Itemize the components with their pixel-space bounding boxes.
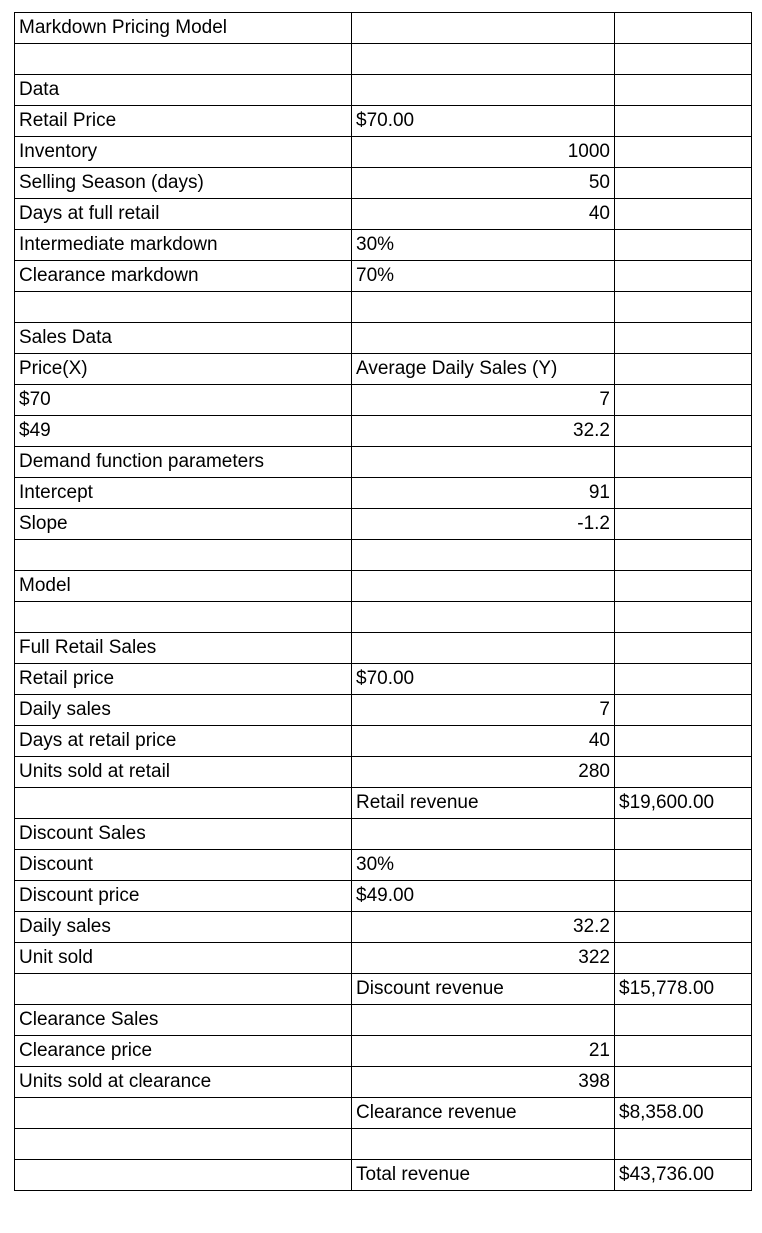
cell-r20-c1[interactable] xyxy=(15,602,352,633)
cell-r30-c1[interactable]: Daily sales xyxy=(15,912,352,943)
cell-r30-c3[interactable] xyxy=(615,912,752,943)
cell-r35-c3[interactable] xyxy=(615,1067,752,1098)
table-row xyxy=(15,354,752,385)
cell-r30-c2[interactable]: 32.2 xyxy=(352,912,615,943)
table-row xyxy=(15,633,752,664)
cell-r11-c1[interactable]: Sales Data xyxy=(15,323,352,354)
cell-r7-c1[interactable]: Days at full retail xyxy=(15,199,352,230)
cell-r12-c2[interactable]: Average Daily Sales (Y) xyxy=(352,354,615,385)
cell-r10-c1[interactable] xyxy=(15,292,352,323)
table-row xyxy=(15,571,752,602)
cell-r24-c1[interactable]: Days at retail price xyxy=(15,726,352,757)
table-row xyxy=(15,850,752,881)
cell-r17-c3[interactable] xyxy=(615,509,752,540)
cell-r16-c1[interactable]: Intercept xyxy=(15,478,352,509)
cell-r38-c1[interactable] xyxy=(15,1160,352,1191)
cell-r17-c2[interactable]: -1.2 xyxy=(352,509,615,540)
table-row xyxy=(15,757,752,788)
cell-r28-c2[interactable]: 30% xyxy=(352,850,615,881)
cell-r20-c3[interactable] xyxy=(615,602,752,633)
cell-r21-c3[interactable] xyxy=(615,633,752,664)
table-row xyxy=(15,1129,752,1160)
cell-r33-c3[interactable] xyxy=(615,1005,752,1036)
cell-r28-c3[interactable] xyxy=(615,850,752,881)
cell-r4-c2[interactable]: $70.00 xyxy=(352,106,615,137)
cell-r11-c3[interactable] xyxy=(615,323,752,354)
cell-r9-c2[interactable]: 70% xyxy=(352,261,615,292)
cell-r15-c3[interactable] xyxy=(615,447,752,478)
table-row xyxy=(15,943,752,974)
table-row xyxy=(15,1036,752,1067)
cell-r29-c3[interactable] xyxy=(615,881,752,912)
table-row xyxy=(15,416,752,447)
table-row xyxy=(15,44,752,75)
table-row xyxy=(15,819,752,850)
cell-r34-c1[interactable]: Clearance price xyxy=(15,1036,352,1067)
cell-r31-c3[interactable] xyxy=(615,943,752,974)
table-row xyxy=(15,13,752,44)
cell-r37-c1[interactable] xyxy=(15,1129,352,1160)
cell-r19-c2[interactable] xyxy=(352,571,615,602)
cell-r26-c1[interactable] xyxy=(15,788,352,819)
cell-r32-c1[interactable] xyxy=(15,974,352,1005)
cell-r27-c1[interactable]: Discount Sales xyxy=(15,819,352,850)
table-row xyxy=(15,881,752,912)
cell-r38-c2[interactable]: Total revenue xyxy=(352,1160,615,1191)
cell-r18-c2[interactable] xyxy=(352,540,615,571)
table-row xyxy=(15,602,752,633)
cell-r16-c2[interactable]: 91 xyxy=(352,478,615,509)
cell-r37-c2[interactable] xyxy=(352,1129,615,1160)
cell-r36-c2[interactable]: Clearance revenue xyxy=(352,1098,615,1129)
cell-r26-c2[interactable]: Retail revenue xyxy=(352,788,615,819)
cell-r11-c2[interactable] xyxy=(352,323,615,354)
cell-r23-c3[interactable] xyxy=(615,695,752,726)
cell-r20-c2[interactable] xyxy=(352,602,615,633)
table-row xyxy=(15,540,752,571)
cell-r37-c3[interactable] xyxy=(615,1129,752,1160)
spreadsheet-table xyxy=(14,12,752,1191)
cell-r13-c2[interactable]: 7 xyxy=(352,385,615,416)
cell-r28-c1[interactable]: Discount xyxy=(15,850,352,881)
cell-r27-c2[interactable] xyxy=(352,819,615,850)
cell-r31-c1[interactable]: Unit sold xyxy=(15,943,352,974)
table-row xyxy=(15,1005,752,1036)
cell-r36-c3[interactable]: $8,358.00 xyxy=(615,1098,752,1129)
cell-r1-c2[interactable] xyxy=(352,13,615,44)
cell-r33-c1[interactable]: Clearance Sales xyxy=(15,1005,352,1036)
cell-r3-c2[interactable] xyxy=(352,75,615,106)
table-row xyxy=(15,695,752,726)
cell-r9-c3[interactable] xyxy=(615,261,752,292)
cell-r9-c1[interactable]: Clearance markdown xyxy=(15,261,352,292)
table-row xyxy=(15,447,752,478)
cell-r22-c3[interactable] xyxy=(615,664,752,695)
cell-r25-c1[interactable]: Units sold at retail xyxy=(15,757,352,788)
cell-r23-c2[interactable]: 7 xyxy=(352,695,615,726)
cell-r14-c1[interactable]: $49 xyxy=(15,416,352,447)
table-row xyxy=(15,75,752,106)
cell-r4-c3[interactable] xyxy=(615,106,752,137)
cell-r5-c1[interactable]: Inventory xyxy=(15,137,352,168)
cell-r15-c1[interactable]: Demand function parameters xyxy=(15,447,352,478)
cell-r34-c2[interactable]: 21 xyxy=(352,1036,615,1067)
cell-r14-c2[interactable]: 32.2 xyxy=(352,416,615,447)
table-row xyxy=(15,726,752,757)
cell-r17-c1[interactable]: Slope xyxy=(15,509,352,540)
cell-r31-c2[interactable]: 322 xyxy=(352,943,615,974)
cell-r16-c3[interactable] xyxy=(615,478,752,509)
cell-r35-c2[interactable]: 398 xyxy=(352,1067,615,1098)
cell-r5-c2[interactable]: 1000 xyxy=(352,137,615,168)
cell-r15-c2[interactable] xyxy=(352,447,615,478)
cell-r22-c1[interactable]: Retail price xyxy=(15,664,352,695)
table-row xyxy=(15,385,752,416)
cell-r6-c3[interactable] xyxy=(615,168,752,199)
cell-r12-c1[interactable]: Price(X) xyxy=(15,354,352,385)
cell-r1-c1[interactable]: Markdown Pricing Model xyxy=(15,13,352,44)
cell-r29-c2[interactable]: $49.00 xyxy=(352,881,615,912)
cell-r10-c2[interactable] xyxy=(352,292,615,323)
table-row xyxy=(15,292,752,323)
cell-r38-c3[interactable]: $43,736.00 xyxy=(615,1160,752,1191)
cell-r6-c2[interactable]: 50 xyxy=(352,168,615,199)
cell-r24-c3[interactable] xyxy=(615,726,752,757)
cell-r3-c1[interactable]: Data xyxy=(15,75,352,106)
cell-r5-c3[interactable] xyxy=(615,137,752,168)
cell-r34-c3[interactable] xyxy=(615,1036,752,1067)
cell-r18-c3[interactable] xyxy=(615,540,752,571)
cell-r14-c3[interactable] xyxy=(615,416,752,447)
cell-r26-c3[interactable]: $19,600.00 xyxy=(615,788,752,819)
table-row xyxy=(15,137,752,168)
cell-r21-c2[interactable] xyxy=(352,633,615,664)
cell-r8-c2[interactable]: 30% xyxy=(352,230,615,261)
cell-r24-c2[interactable]: 40 xyxy=(352,726,615,757)
cell-r2-c2[interactable] xyxy=(352,44,615,75)
cell-r3-c3[interactable] xyxy=(615,75,752,106)
cell-r8-c1[interactable]: Intermediate markdown xyxy=(15,230,352,261)
table-row xyxy=(15,230,752,261)
cell-r10-c3[interactable] xyxy=(615,292,752,323)
cell-r8-c3[interactable] xyxy=(615,230,752,261)
cell-r23-c1[interactable]: Daily sales xyxy=(15,695,352,726)
table-row xyxy=(15,509,752,540)
cell-r19-c3[interactable] xyxy=(615,571,752,602)
cell-r13-c1[interactable]: $70 xyxy=(15,385,352,416)
table-row xyxy=(15,1067,752,1098)
cell-r18-c1[interactable] xyxy=(15,540,352,571)
cell-r12-c3[interactable] xyxy=(615,354,752,385)
cell-r33-c2[interactable] xyxy=(352,1005,615,1036)
cell-r4-c1[interactable]: Retail Price xyxy=(15,106,352,137)
cell-r29-c1[interactable]: Discount price xyxy=(15,881,352,912)
cell-r32-c2[interactable]: Discount revenue xyxy=(352,974,615,1005)
cell-r2-c1[interactable] xyxy=(15,44,352,75)
cell-r7-c2[interactable]: 40 xyxy=(352,199,615,230)
cell-r35-c1[interactable]: Units sold at clearance xyxy=(15,1067,352,1098)
table-row xyxy=(15,1160,752,1191)
cell-r2-c3[interactable] xyxy=(615,44,752,75)
table-row xyxy=(15,788,752,819)
cell-r32-c3[interactable]: $15,778.00 xyxy=(615,974,752,1005)
table-row xyxy=(15,974,752,1005)
table-row xyxy=(15,261,752,292)
cell-r25-c2[interactable]: 280 xyxy=(352,757,615,788)
table-row xyxy=(15,168,752,199)
spreadsheet-body xyxy=(15,13,752,1191)
cell-r21-c1[interactable]: Full Retail Sales xyxy=(15,633,352,664)
cell-r25-c3[interactable] xyxy=(615,757,752,788)
table-row xyxy=(15,912,752,943)
cell-r36-c1[interactable] xyxy=(15,1098,352,1129)
table-row xyxy=(15,478,752,509)
cell-r22-c2[interactable]: $70.00 xyxy=(352,664,615,695)
cell-r27-c3[interactable] xyxy=(615,819,752,850)
cell-r7-c3[interactable] xyxy=(615,199,752,230)
table-row xyxy=(15,664,752,695)
table-row xyxy=(15,323,752,354)
cell-r1-c3[interactable] xyxy=(615,13,752,44)
table-row xyxy=(15,199,752,230)
table-row xyxy=(15,106,752,137)
cell-r6-c1[interactable]: Selling Season (days) xyxy=(15,168,352,199)
cell-r19-c1[interactable]: Model xyxy=(15,571,352,602)
cell-r13-c3[interactable] xyxy=(615,385,752,416)
table-row xyxy=(15,1098,752,1129)
